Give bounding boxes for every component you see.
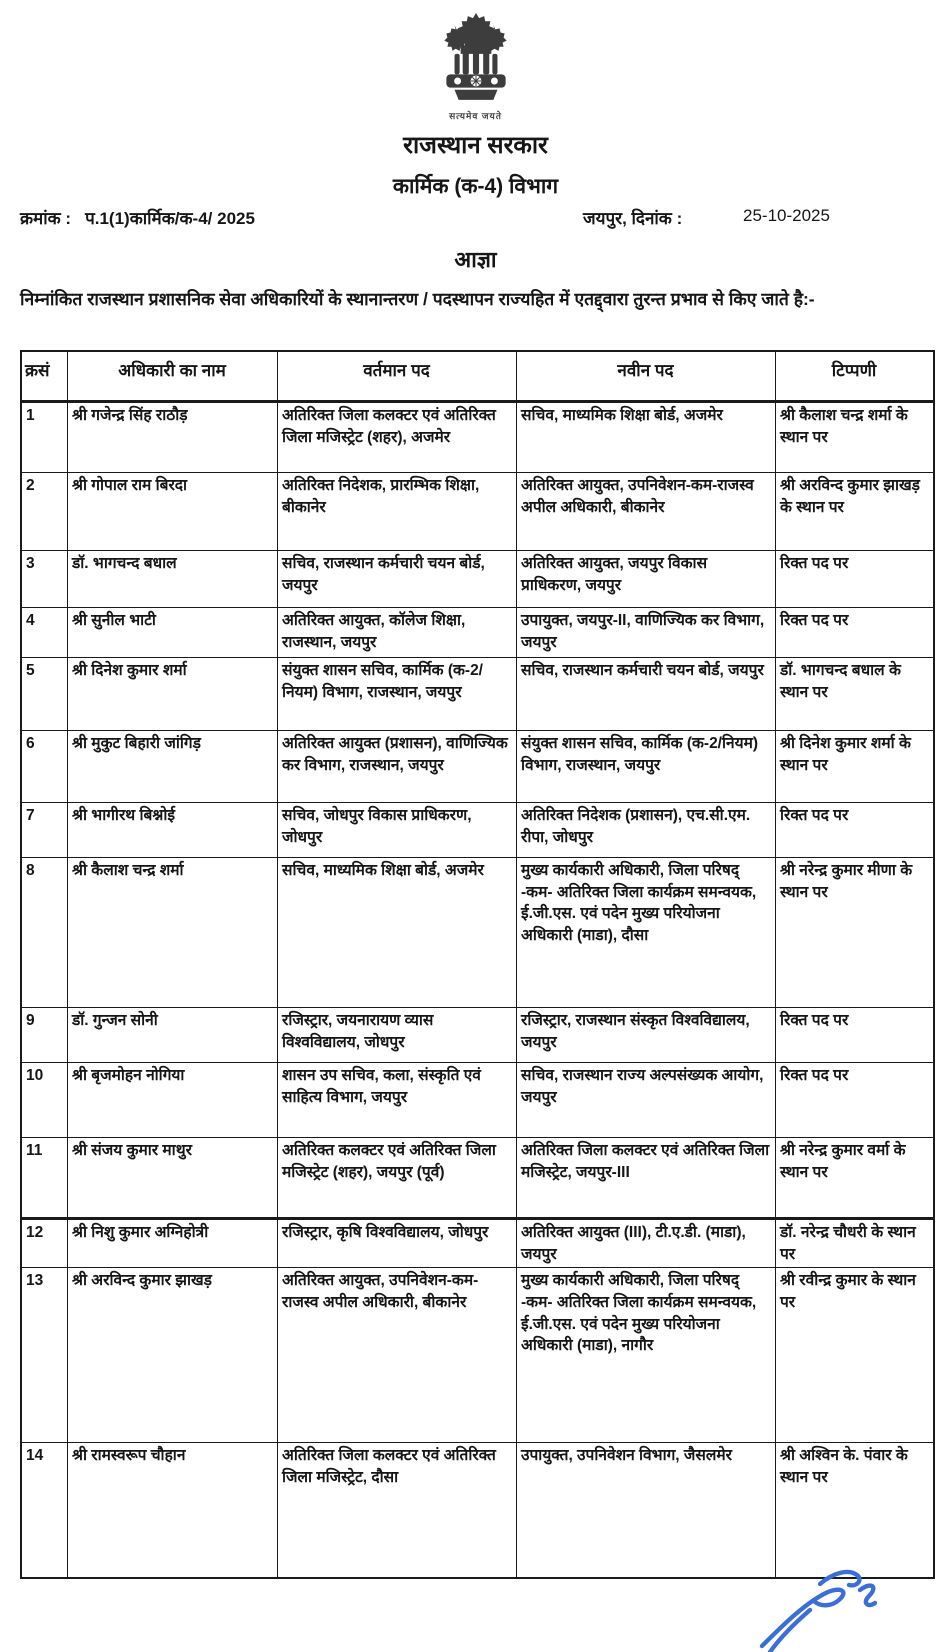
cell-serial: 9: [22, 1008, 68, 1062]
cell-current-post: सचिव, जोधपुर विकास प्राधिकरण, जोधपुर: [278, 803, 517, 857]
cell-officer-name: श्री गजेन्द्र सिंह राठौड़: [68, 403, 278, 472]
cell-new-post: उपायुक्त, उपनिवेशन विभाग, जैसलमेर: [517, 1443, 776, 1577]
table-row: [22, 1267, 933, 1442]
cell-remark: श्री दिनेश कुमार शर्मा के स्थान पर: [780, 735, 911, 774]
cell-new-post: रजिस्ट्रार, राजस्थान संस्कृत विश्वविद्यालय, जयपुर: [517, 1008, 776, 1062]
cell-new-post: अतिरिक्त आयुक्त (III), टी.ए.डी. (माडा), जयपुर: [517, 1220, 776, 1267]
department-title: कार्मिक (क-4) विभाग: [392, 175, 559, 198]
table-row: [22, 657, 933, 730]
cell-serial: 4: [22, 608, 68, 657]
reference-line: [20, 206, 931, 232]
cell-remark: श्री कैलाश चन्द्र शर्मा के स्थान पर: [780, 407, 908, 446]
order-date: 25-10-2025: [743, 206, 830, 225]
cell-remark: श्री अश्विन के. पंवार के स्थान पर: [780, 1447, 908, 1487]
cell-serial: 7: [22, 803, 68, 857]
cell-remark: रिक्त पद पर: [780, 555, 849, 572]
table-row: [22, 730, 933, 802]
cell-new-post: मुख्य कार्यकारी अधिकारी, जिला परिषद् -कम- अतिरिक्त जिला कार्यक्रम समन्वयक, ई.जी.एस. एवं पदेन मुख्य परियोजना अधिकारी (माडा), नागौर: [517, 1268, 776, 1442]
cell-new-post: अतिरिक्त आयुक्त, उपनिवेशन-कम-राजस्व अपील अधिकारी, बीकानेर: [517, 473, 776, 550]
cell-current-post: सचिव, राजस्थान कर्मचारी चयन बोर्ड, जयपुर: [278, 551, 517, 607]
header-current-post: वर्तमान पद: [278, 352, 517, 400]
table-row: [22, 400, 933, 472]
cell-officer-name: श्री दिनेश कुमार शर्मा: [68, 658, 278, 730]
cell-new-post: सचिव, राजस्थान कर्मचारी चयन बोर्ड, जयपुर: [517, 658, 776, 730]
table-row: [22, 472, 933, 550]
cell-new-post: अतिरिक्त आयुक्त, जयपुर विकास प्राधिकरण, जयपुर: [517, 551, 776, 607]
cell-officer-name: डॉ. भागचन्द बधाल: [68, 551, 278, 607]
cell-remark: रिक्त पद पर: [780, 612, 849, 629]
table-row: [22, 550, 933, 607]
cell-remark: डॉ. नरेन्द्र चौधरी के स्थान पर: [780, 1224, 916, 1263]
cell-new-post: संयुक्त शासन सचिव, कार्मिक (क-2/नियम) विभाग, राजस्थान, जयपुर: [517, 731, 776, 802]
cell-officer-name: श्री मुकुट बिहारी जांगिड़: [68, 731, 278, 802]
header-remark: टिप्पणी: [831, 361, 877, 380]
cell-remark: डॉ. भागचन्द बधाल के स्थान पर: [780, 662, 901, 701]
place-date-label: जयपुर, दिनांक :: [583, 209, 683, 228]
national-emblem: [0, 8, 951, 122]
reference-number: [20, 206, 255, 229]
emblem-motto: सत्यमेव जयते: [449, 111, 502, 121]
transfer-table: [20, 350, 935, 1579]
cell-officer-name: श्री बृजमोहन नोगिया: [68, 1063, 278, 1137]
table-row: [22, 1217, 933, 1267]
cell-officer-name: श्री निशु कुमार अग्निहोत्री: [68, 1220, 278, 1267]
cell-serial: 11: [22, 1138, 68, 1217]
reference-number-label: क्रमांक :: [20, 209, 72, 228]
table-header-row: [22, 352, 933, 400]
order-heading: आज्ञा: [454, 247, 497, 272]
cell-current-post: अतिरिक्त जिला कलक्टर एवं अतिरिक्त जिला मजिस्ट्रेट (शहर), अजमेर: [278, 403, 517, 472]
reference-number-value: प.1(1)कार्मिक/क-4/ 2025: [85, 209, 255, 228]
cell-current-post: अतिरिक्त जिला कलक्टर एवं अतिरिक्त जिला मजिस्ट्रेट, दौसा: [278, 1443, 517, 1577]
header-officer-name: अधिकारी का नाम: [68, 352, 278, 400]
signature-scribble: [748, 1560, 888, 1652]
table-row: [22, 1007, 933, 1062]
cell-remark: श्री नरेन्द्र कुमार मीणा के स्थान पर: [780, 862, 913, 901]
cell-remark: रिक्त पद पर: [780, 807, 849, 824]
cell-serial: 2: [22, 473, 68, 550]
cell-current-post: रजिस्ट्रार, कृषि विश्वविद्यालय, जोधपुर: [278, 1220, 517, 1267]
header-serial: क्रसं: [22, 352, 68, 400]
cell-officer-name: श्री संजय कुमार माथुर: [68, 1138, 278, 1217]
cell-current-post: संयुक्त शासन सचिव, कार्मिक (क-2/नियम) विभाग, राजस्थान, जयपुर: [278, 658, 517, 730]
table-row: [22, 1137, 933, 1217]
cell-current-post: अतिरिक्त आयुक्त (प्रशासन), वाणिज्यिक कर विभाग, राजस्थान, जयपुर: [278, 731, 517, 802]
table-row: [22, 1442, 933, 1577]
cell-new-post: सचिव, राजस्थान राज्य अल्पसंख्यक आयोग, जयपुर: [517, 1063, 776, 1137]
cell-serial: 3: [22, 551, 68, 607]
cell-officer-name: श्री कैलाश चन्द्र शर्मा: [68, 858, 278, 1007]
cell-remark: रिक्त पद पर: [780, 1067, 849, 1084]
cell-serial: 14: [22, 1443, 68, 1577]
cell-new-post: अतिरिक्त जिला कलक्टर एवं अतिरिक्त जिला मजिस्ट्रेट, जयपुर-III: [517, 1138, 776, 1217]
cell-officer-name: डॉ. गुन्जन सोनी: [68, 1008, 278, 1062]
cell-remark: रिक्त पद पर: [780, 1012, 849, 1029]
cell-new-post: सचिव, माध्यमिक शिक्षा बोर्ड, अजमेर: [517, 403, 776, 472]
ashoka-lion-capital-icon: [430, 8, 522, 108]
cell-officer-name: श्री अरविन्द कुमार झाखड़: [68, 1268, 278, 1442]
government-title: राजस्थान सरकार: [403, 132, 548, 159]
cell-serial: 10: [22, 1063, 68, 1137]
cell-officer-name: श्री सुनील भाटी: [68, 608, 278, 657]
cell-officer-name: श्री गोपाल राम बिरदा: [68, 473, 278, 550]
cell-remark: श्री रवीन्द्र कुमार के स्थान पर: [780, 1272, 916, 1312]
cell-officer-name: श्री भागीरथ बिश्नोई: [68, 803, 278, 857]
cell-remark: श्री अरविन्द कुमार झाखड़ के स्थान पर: [780, 477, 920, 516]
intro-paragraph: निम्नांकित राजस्थान प्रशासनिक सेवा अधिकारियों के स्थानान्तरण / पदस्थापन राज्यहित में एतद्द्वारा तुरन्त प्रभाव से किए जाते है:-: [20, 289, 815, 309]
cell-current-post: अतिरिक्त निदेशक, प्रारम्भिक शिक्षा, बीकानेर: [278, 473, 517, 550]
cell-current-post: अतिरिक्त आयुक्त, कॉलेज शिक्षा, राजस्थान, जयपुर: [278, 608, 517, 657]
cell-serial: 8: [22, 858, 68, 1007]
cell-current-post: सचिव, माध्यमिक शिक्षा बोर्ड, अजमेर: [278, 858, 517, 1007]
table-row: [22, 857, 933, 1007]
table-body: [22, 400, 933, 1577]
cell-new-post: मुख्य कार्यकारी अधिकारी, जिला परिषद् -कम- अतिरिक्त जिला कार्यक्रम समन्वयक, ई.जी.एस. एवं पदेन मुख्य परियोजना अधिकारी (माडा), दौसा: [517, 858, 776, 1007]
cell-remark: श्री नरेन्द्र कुमार वर्मा के स्थान पर: [780, 1142, 906, 1181]
cell-current-post: अतिरिक्त कलक्टर एवं अतिरिक्त जिला मजिस्ट्रेट (शहर), जयपुर (पूर्व): [278, 1138, 517, 1217]
cell-serial: 6: [22, 731, 68, 802]
table-row: [22, 607, 933, 657]
cell-current-post: रजिस्ट्रार, जयनारायण व्यास विश्वविद्यालय, जोधपुर: [278, 1008, 517, 1062]
cell-current-post: शासन उप सचिव, कला, संस्कृति एवं साहित्य विभाग, जयपुर: [278, 1063, 517, 1137]
cell-serial: 12: [22, 1220, 68, 1267]
table-row: [22, 802, 933, 857]
cell-serial: 13: [22, 1268, 68, 1442]
cell-serial: 5: [22, 658, 68, 730]
table-row: [22, 1062, 933, 1137]
cell-new-post: उपायुक्त, जयपुर-II, वाणिज्यिक कर विभाग, जयपुर: [517, 608, 776, 657]
cell-officer-name: श्री रामस्वरूप चौहान: [68, 1443, 278, 1577]
header-new-post: नवीन पद: [517, 352, 776, 400]
cell-current-post: अतिरिक्त आयुक्त, उपनिवेशन-कम-राजस्व अपील अधिकारी, बीकानेर: [278, 1268, 517, 1442]
cell-new-post: अतिरिक्त निदेशक (प्रशासन), एच.सी.एम. रीपा, जोधपुर: [517, 803, 776, 857]
cell-serial: 1: [22, 403, 68, 472]
